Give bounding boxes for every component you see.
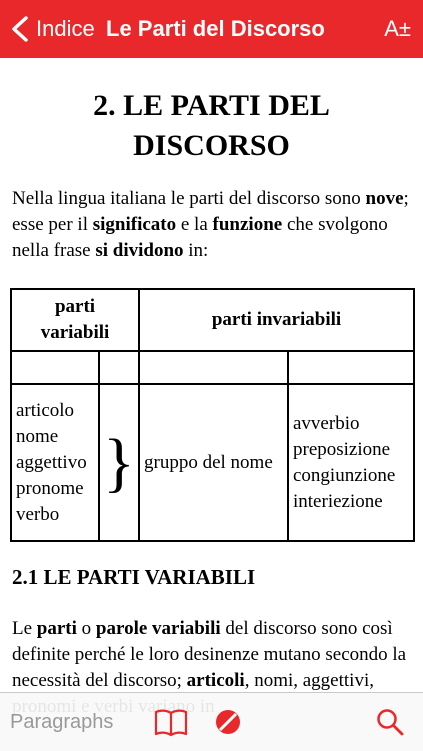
variabili-list [11, 384, 99, 541]
list-item: interiezione [293, 490, 383, 512]
text-run: , [244, 670, 250, 691]
bold-run: si dividono [95, 240, 184, 261]
table-row [11, 351, 414, 384]
header-invariabili: parti invariabili [139, 289, 414, 351]
chevron-left-icon[interactable] [9, 16, 31, 42]
header-text: parti [54, 296, 96, 317]
paragraphs-button[interactable]: Paragraphs [10, 711, 114, 733]
chapter-title [0, 86, 423, 166]
invariabili-list [288, 384, 414, 541]
list-item: nome [16, 425, 59, 447]
text-run: nomi, aggettivi, [254, 670, 374, 691]
table-cell [99, 351, 139, 384]
text-run: Le [12, 618, 37, 639]
bold-run: significato [92, 214, 177, 235]
table-cell [288, 351, 414, 384]
text-run: o [76, 618, 96, 639]
bold-run: nove [365, 188, 404, 209]
list-item: verbo [16, 503, 60, 525]
brace-icon: } [99, 384, 139, 541]
book-icon[interactable] [153, 707, 189, 737]
text-run: e la [176, 214, 213, 235]
header-variabili [11, 289, 139, 351]
bold-run: parti [36, 618, 77, 639]
list-item: articolo [16, 399, 75, 421]
gruppo-cell: gruppo del nome [139, 384, 288, 541]
list-item: congiunzione [293, 464, 396, 486]
font-size-button[interactable]: A± [384, 16, 411, 41]
page-title: Le Parti del Discorso [106, 16, 325, 41]
back-button[interactable]: Indice [36, 16, 95, 41]
table-cell [139, 351, 288, 384]
section-title: 2.1 LE PARTI VARIABILI [12, 565, 256, 589]
list-item: avverbio [293, 412, 360, 434]
text-run: che svolgono nella frase [12, 214, 388, 261]
intro-paragraph [12, 186, 412, 264]
chapter-title-line: 2. LE PARTI DEL [93, 89, 330, 122]
text-run: Nella lingua italiana le parti del discorso sono [12, 188, 366, 209]
parts-of-speech-table [10, 288, 415, 542]
bold-run: funzione [212, 214, 283, 235]
header-text: variabili [40, 322, 110, 343]
text-run: del discorso sono così definite perché le loro desinenze mutano secondo la necessità del discorso; [12, 618, 407, 691]
text-run: in: [183, 240, 209, 261]
reader-content[interactable] [0, 58, 423, 692]
table-row [11, 384, 414, 541]
navigation-bar [0, 0, 423, 58]
bottom-toolbar [0, 692, 423, 751]
chapter-title-line: DISCORSO [133, 129, 290, 162]
search-icon[interactable] [376, 708, 404, 736]
bold-run: articoli [186, 670, 245, 691]
list-item: preposizione [293, 438, 391, 460]
compass-icon[interactable] [214, 708, 242, 736]
list-item: aggettivo [16, 451, 87, 473]
table-cell [11, 351, 99, 384]
table-header-row [11, 289, 414, 351]
bold-run: parole variabili [95, 618, 221, 639]
text-run: ; esse per il [12, 188, 409, 235]
list-item: pronome [16, 477, 84, 499]
